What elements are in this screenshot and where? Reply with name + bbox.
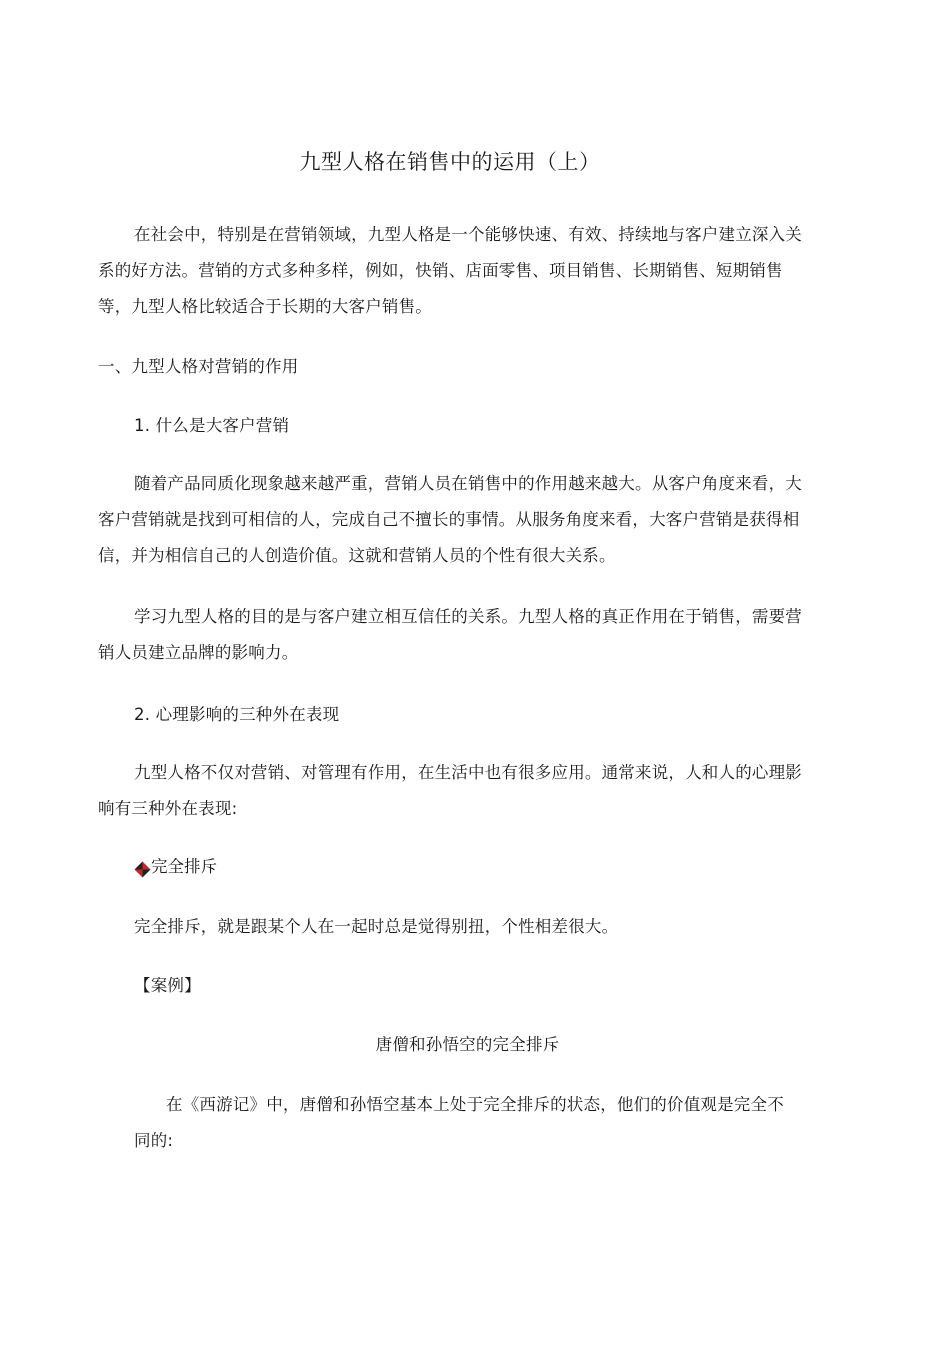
- bullet-item: [134, 853, 217, 881]
- intro-paragraph: 在社会中，特别是在营销领域，九型人格是一个能够快速、有效、持续地与客户建立深入关系的好方法。营销的方式多种多样，例如，快销、店面零售、项目销售、长期销售、短期销售等，九型人格比较适合于长期的大客户销售。: [98, 225, 802, 316]
- case-label: 【案例】: [134, 976, 201, 995]
- subsection-heading-1: 1. 什么是大客户营销: [134, 416, 290, 435]
- document-title: 九型人格在销售中的运用（上）: [299, 150, 601, 174]
- case-title: 唐僧和孙悟空的完全排斥: [375, 1035, 560, 1054]
- bullet-label: 完全排斥: [151, 857, 217, 876]
- subsection-2-paragraph: 九型人格不仅对营销、对管理有作用，在生活中也有很多应用。通常来说，人和人的心理影响有三种外在表现:: [98, 763, 802, 818]
- subsection-1-paragraph-1: 随着产品同质化现象越来越严重，营销人员在销售中的作用越来越大。从客户角度来看，大客户营销就是找到可相信的人，完成自己不擅长的事情。从服务角度来看，大客户营销是获得相信，并为相信自己的人创造价值。这就和营销人员的个性有很大关系。: [98, 474, 802, 565]
- subsection-heading-2: 2. 心理影响的三种外在表现: [134, 705, 340, 724]
- case-paragraph: 在《西游记》中，唐僧和孙悟空基本上处于完全排斥的状态，他们的价值观是完全不同的:: [134, 1095, 784, 1150]
- subsection-1-paragraph-2: 学习九型人格的目的是与客户建立相互信任的关系。九型人格的真正作用在于销售，需要营销人员建立品牌的影响力。: [98, 607, 802, 662]
- red-black-diamond-bullet-icon: [134, 859, 151, 876]
- bullet-description: 完全排斥，就是跟某个人在一起时总是觉得别扭，个性相差很大。: [134, 917, 619, 936]
- section-heading-1: 一、九型人格对营销的作用: [98, 357, 299, 376]
